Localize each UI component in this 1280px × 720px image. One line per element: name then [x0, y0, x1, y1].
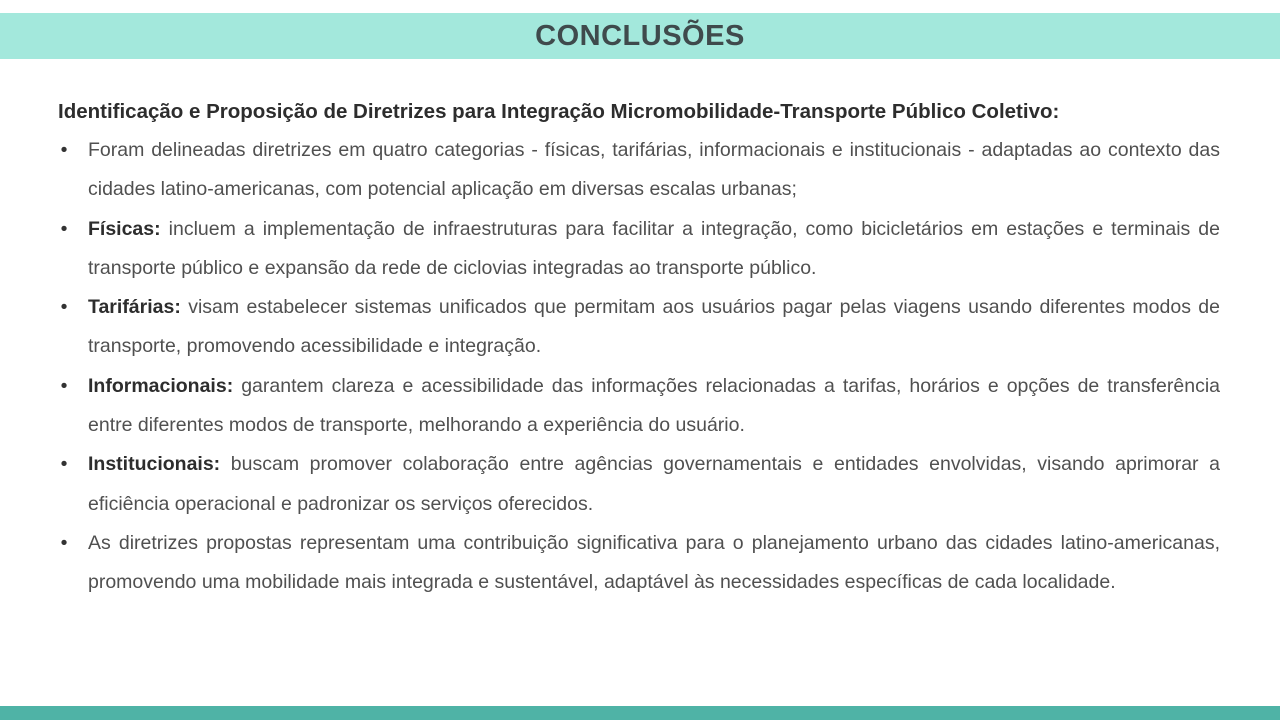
- bullet-icon: •: [60, 531, 68, 554]
- bullet-icon: •: [60, 374, 68, 397]
- title-bar: [0, 13, 1280, 59]
- bullet-item-contribution: [58, 524, 1220, 603]
- bullet-text: incluem a implementação de infraestruturas para facilitar a integração, como bicicletários em estações e terminais de transporte público e expansão da rede de ciclovias integradas ao transporte público.: [88, 217, 1220, 279]
- bullet-list: [58, 131, 1220, 603]
- bullet-term: Tarifárias:: [88, 296, 181, 319]
- bullet-icon: •: [60, 296, 68, 319]
- bullet-text: Foram delineadas diretrizes em quatro categorias - físicas, tarifárias, informacionais e institucionais - adaptadas ao contexto das cidades latino-americanas, com potencial aplicação em diversas escalas urbanas;: [88, 139, 1220, 201]
- bullet-item-institucionais: [58, 445, 1220, 524]
- bottom-accent-bar: [0, 706, 1280, 720]
- bullet-term: Físicas:: [88, 217, 161, 240]
- bullet-term: Informacionais:: [88, 374, 234, 397]
- bullet-icon: •: [60, 217, 68, 240]
- bullet-item-informacionais: [58, 367, 1220, 446]
- bullet-icon: •: [60, 139, 68, 161]
- slide-title: CONCLUSÕES: [535, 19, 745, 52]
- bullet-term: Institucionais:: [88, 453, 221, 476]
- slide-content: [58, 92, 1220, 603]
- bullet-icon: •: [60, 453, 68, 476]
- bullet-text: buscam promover colaboração entre agências governamentais e entidades envolvidas, visando aprimorar a eficiência operacional e padronizar os serviços oferecidos.: [88, 453, 1220, 515]
- bullet-item-tarifarias: [58, 288, 1220, 367]
- bullet-text: visam estabelecer sistemas unificados que permitam aos usuários pagar pelas viagens usando diferentes modos de transporte, promovendo acessibilidade e integração.: [88, 296, 1220, 358]
- bullet-text: garantem clareza e acessibilidade das informações relacionadas a tarifas, horários e opções de transferência entre diferentes modos de transporte, melhorando a experiência do usuário.: [88, 374, 1220, 437]
- bullet-item-overview: [58, 131, 1220, 210]
- bullet-text: As diretrizes propostas representam uma contribuição significativa para o planejamento urbano das cidades latino-americanas, promovendo uma mobilidade mais integrada e sustentável, adaptável às necessidades específicas de cada localidade.: [88, 531, 1220, 594]
- bullet-item-fisicas: [58, 210, 1220, 289]
- section-heading: Identificação e Proposição de Diretrizes para Integração Micromobilidade-Transporte Público Coletivo:: [58, 100, 1060, 123]
